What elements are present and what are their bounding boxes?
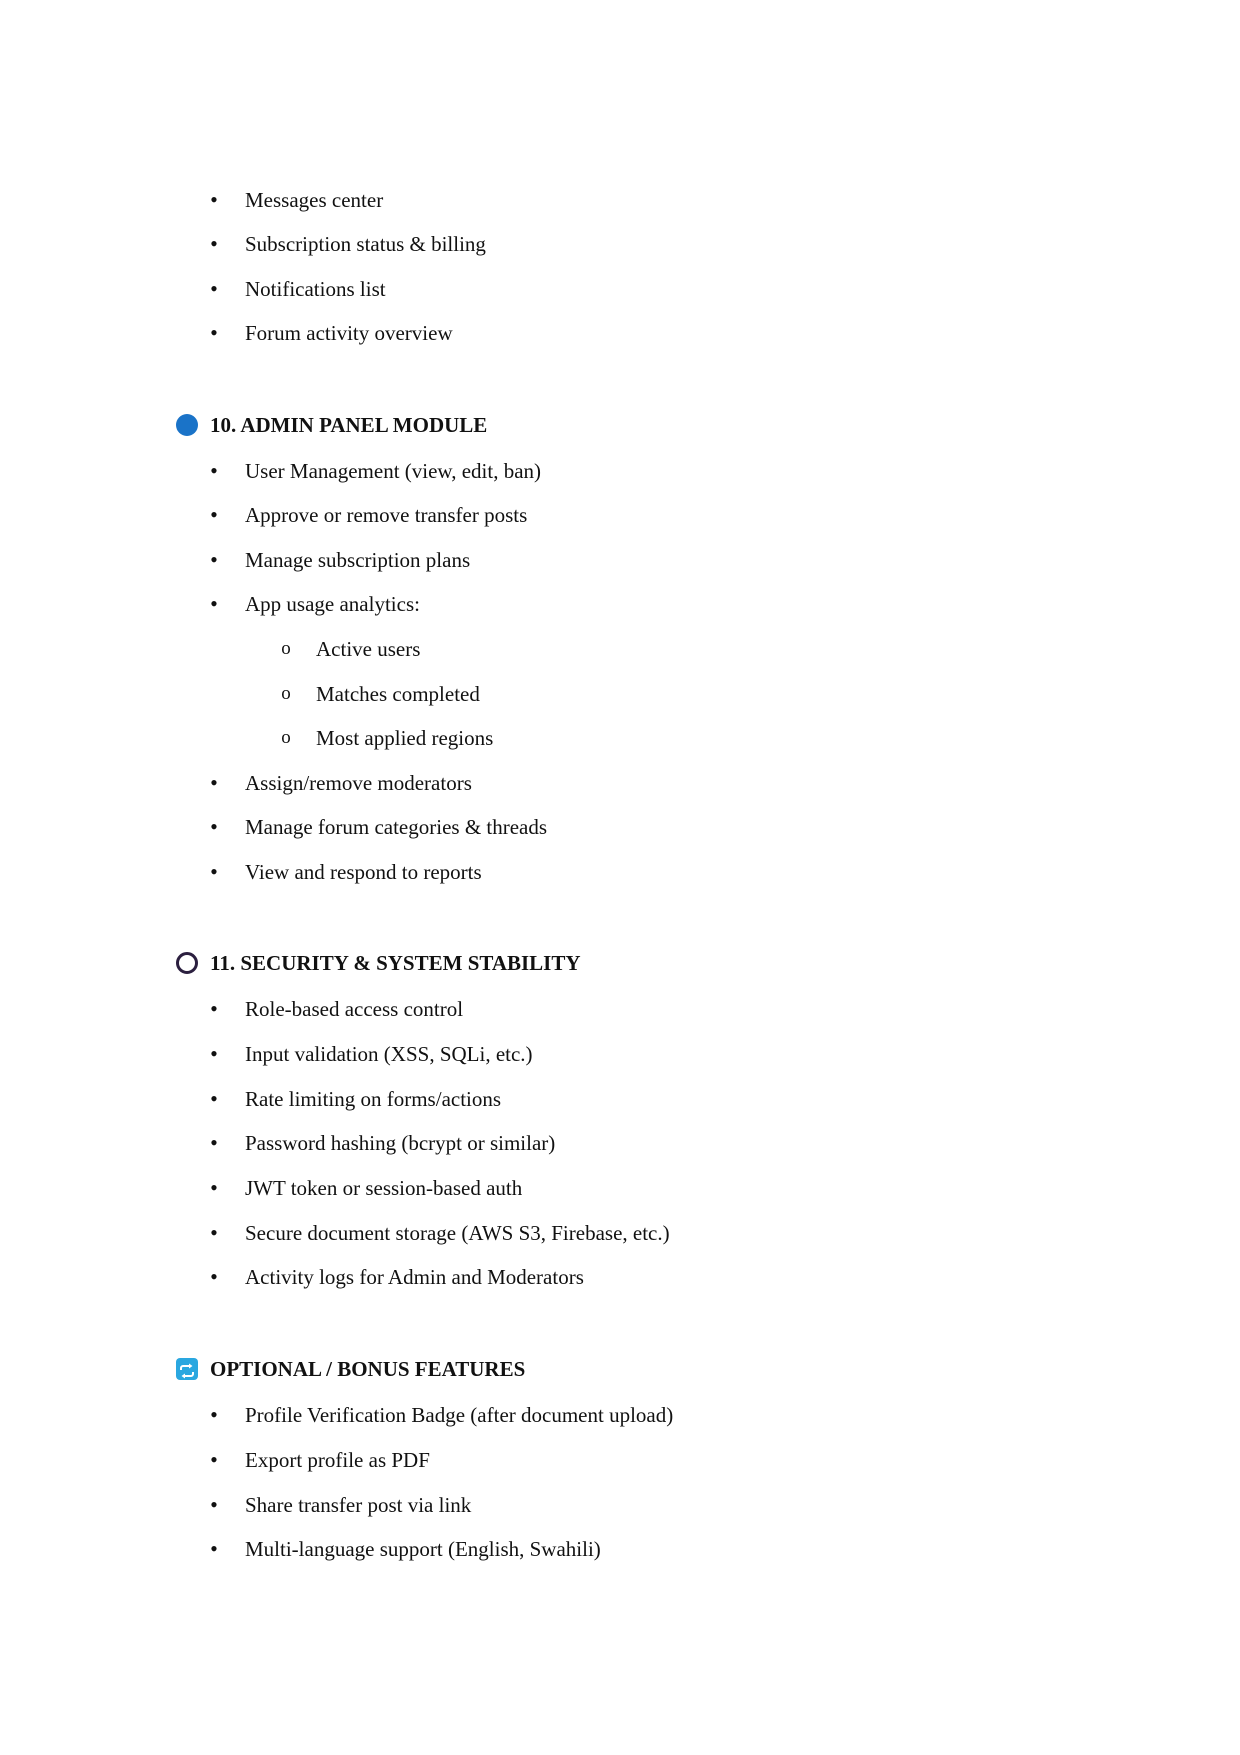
list-item-text: Manage subscription plans [245,548,471,572]
list-item-text: Password hashing (bcrypt or similar) [245,1131,556,1155]
hollow-bullet-icon: o [281,727,291,748]
list-item-text: Input validation (XSS, SQLi, etc.) [245,1042,533,1066]
bullet-icon: • [210,1086,218,1111]
list-item-text: Export profile as PDF [245,1448,430,1472]
repeat-icon [176,1358,198,1380]
list-item-text: User Management (view, edit, ban) [245,459,542,483]
sub-list-item-text: Active users [316,637,421,661]
section-title: 10. ADMIN PANEL MODULE [210,413,488,437]
bullet-icon: • [210,547,218,572]
bullet-icon: • [210,187,218,212]
sub-list-item-text: Most applied regions [316,726,494,750]
list-item-text: App usage analytics: [245,592,420,616]
bullet-icon: • [210,231,218,256]
list-item-text: Rate limiting on forms/actions [245,1087,502,1111]
bullet-icon: • [210,502,218,527]
list-item-text: Activity logs for Admin and Moderators [245,1265,584,1289]
section-title: OPTIONAL / BONUS FEATURES [210,1357,526,1381]
list-item-text: Assign/remove moderators [245,771,472,795]
bullet-icon: • [210,458,218,483]
bullet-icon: • [210,1041,218,1066]
bullet-icon: • [210,1220,218,1245]
sub-list-item-text: Matches completed [316,682,480,706]
bullet-icon: • [210,1536,218,1561]
list-item-text: Role-based access control [245,997,464,1021]
list-item-text: Messages center [245,188,384,212]
list-item-text: Notifications list [245,277,386,301]
repeat-arrows-icon [176,1360,198,1382]
bullet-icon: • [210,320,218,345]
list-item-text: Share transfer post via link [245,1493,472,1517]
bullet-icon: • [210,1264,218,1289]
bullet-icon: • [210,1492,218,1517]
list-item-text: Secure document storage (AWS S3, Firebase, etc.) [245,1221,670,1245]
bullet-icon: • [210,1175,218,1200]
list-item-text: Manage forum categories & threads [245,815,548,839]
list-item-text: View and respond to reports [245,860,482,884]
section-title: 11. SECURITY & SYSTEM STABILITY [210,951,581,975]
list-item-text: Forum activity overview [245,321,453,345]
hollow-bullet-icon: o [281,683,291,704]
bullet-icon: • [210,770,218,795]
bullet-icon: • [210,276,218,301]
bullet-icon: • [210,1402,218,1427]
list-item-text: JWT token or session-based auth [245,1176,523,1200]
hollow-circle-icon [176,952,198,974]
bullet-icon: • [210,996,218,1021]
blue-circle-icon [176,414,198,436]
bullet-icon: • [210,1447,218,1472]
list-item-text: Multi-language support (English, Swahili) [245,1537,601,1561]
bullet-icon: • [210,591,218,616]
list-item-text: Subscription status & billing [245,232,486,256]
list-item-text: Profile Verification Badge (after document upload) [245,1403,674,1427]
bullet-icon: • [210,814,218,839]
bullet-icon: • [210,859,218,884]
bullet-icon: • [210,1130,218,1155]
list-item-text: Approve or remove transfer posts [245,503,528,527]
hollow-bullet-icon: o [281,638,291,659]
